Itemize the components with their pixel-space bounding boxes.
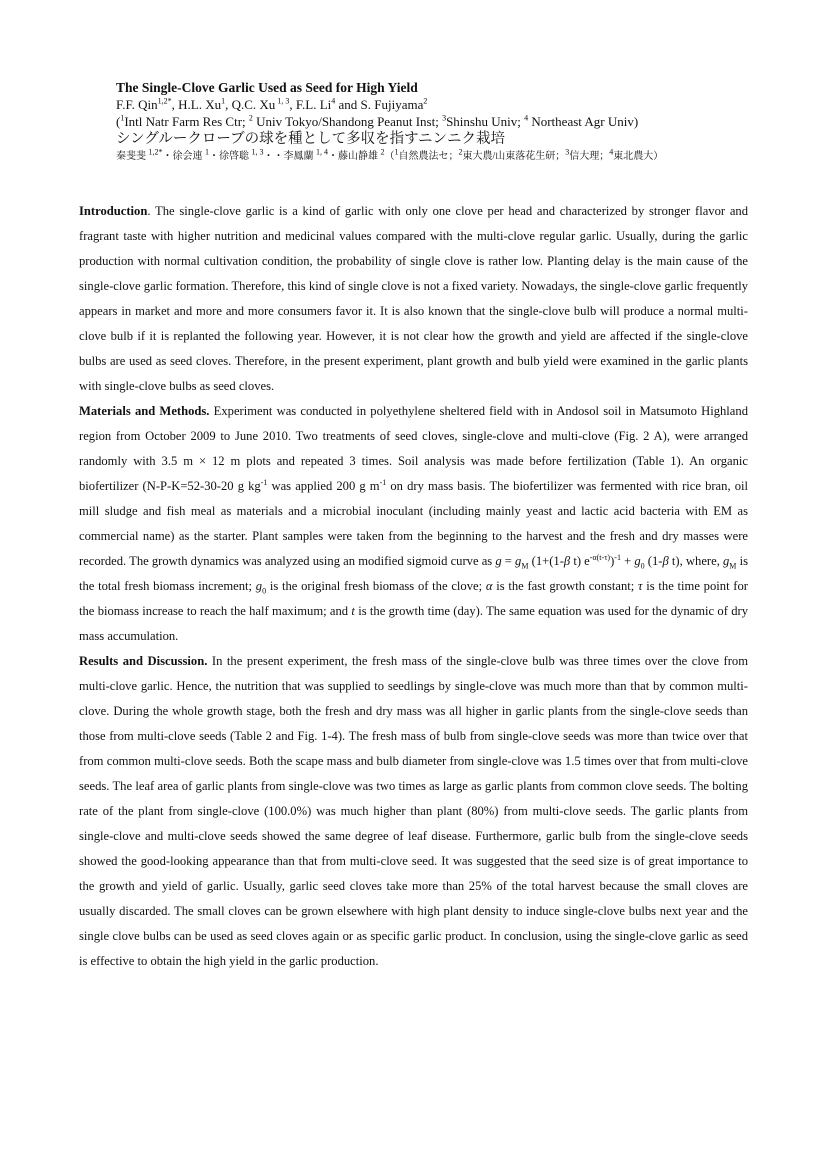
jp-affil-mark: 3 — [565, 147, 570, 157]
affil-text: Intl Natr Farm Res Ctr; — [124, 114, 249, 129]
equation-symbol: g — [495, 554, 502, 568]
affiliation-line — [116, 113, 756, 130]
methods-text: is the fast growth constant; — [492, 579, 639, 593]
author-affil-mark: 1, 3 — [275, 96, 290, 106]
equation-text: + — [620, 554, 635, 568]
variable-subscript: M — [729, 561, 737, 571]
jp-affil-mark: 1,2* — [148, 147, 163, 157]
author-name: and S. Fujiyama — [335, 97, 424, 112]
methods-heading: Materials and Methods. — [79, 404, 210, 418]
results-heading: Results and Discussion. — [79, 654, 208, 668]
methods-text: on dry mass basis. The biofertilizer was fermented with rice bran, oil mill sludge and fish meal as materials and a microbial inoculant (including mainly yeast and lactic acid bacteria with EM as commercial name) as the starter. Plant samples were taken from the beginning to the harvest and the fresh and dry masses were recorded. The growth dynamics was analyzed using an modified sigmoid curve as — [79, 479, 748, 568]
variable-symbol: g — [723, 554, 730, 568]
introduction-text: . The single-clove garlic is a kind of garlic with only one clove per head and characterized by stronger flavor and fragrant taste with higher nutrition and medicinal values compared with the multi-clove regular garlic. Usually, during the garlic production with normal cultivation condition, the probability of single clove is rather low. Planting delay is the main cause of the single-clove garlic formation. Therefore, this kind of single clove is not a fixed variety. Nowadays, the single-clove garlic frequently appears in market and more and more consumers favor it. It is also known that the single-clove bulb will produce a normal multi-clove bulb if it is replanted the following year. However, it is not clear how the growth and yield are affected if the single-clove bulbs are used as seed cloves. Therefore, in the present experiment, plant growth and bulb yield were examined in the garlic plants with single-clove bulbs as seed cloves. — [79, 204, 748, 393]
jp-affil-mark: 1 — [205, 147, 209, 157]
variable-symbol: α — [485, 579, 493, 593]
equation-text: ) — [610, 554, 615, 568]
author-name: , H.L. Xu — [171, 97, 222, 112]
equation-symbol: g — [634, 554, 641, 568]
jp-author-name: ・徐啓聡 — [209, 151, 252, 162]
equation-subscript: 0 — [640, 561, 645, 571]
jp-affil-text: 自然農法セ； — [398, 151, 459, 162]
equation-exponent: -α(t-τ) — [589, 552, 611, 562]
introduction-paragraph — [79, 199, 748, 399]
jp-author-name: 秦斐斐 — [116, 151, 149, 162]
author-affil-mark: 2 — [423, 96, 428, 106]
jp-affil-paren: （ — [384, 151, 395, 162]
affil-mark: 1 — [120, 113, 125, 123]
methods-text: is the growth time (day). The same equation was used for the dynamic of dry mass accumulation. — [79, 604, 748, 643]
methods-text: is the total fresh biomass increment; — [79, 554, 748, 593]
jp-affil-text: 信大理； — [569, 151, 610, 162]
equation-text: = — [501, 554, 516, 568]
equation-text: (1- — [644, 554, 663, 568]
affil-mark: 4 — [524, 113, 529, 123]
affil-text: Shinshu Univ; — [446, 114, 525, 129]
japanese-title: シングルークローブの球を種として多収を指すニンニク栽培 — [116, 131, 505, 147]
equation-subscript: M — [521, 561, 529, 571]
jp-author-name: ・・李鳳蘭 — [263, 151, 316, 162]
paper-title: The Single-Clove Garlic Used as Seed for High Yield — [116, 80, 418, 95]
affil-mark: 3 — [442, 113, 447, 123]
methods-text: was applied 200 g m — [267, 479, 380, 493]
variable-subscript: 0 — [262, 586, 267, 596]
equation-symbol: g — [515, 554, 522, 568]
equation-exponent: -1 — [614, 552, 621, 562]
jp-author-name: ・徐会連 — [162, 151, 205, 162]
author-affil-mark: 1,2* — [157, 96, 172, 106]
jp-affil-text: 東北農大） — [613, 151, 664, 162]
affil-text: Univ Tokyo/Shandong Peanut Inst; — [252, 114, 443, 129]
author-affil-mark: 1 — [221, 96, 226, 106]
paper-body — [79, 199, 748, 974]
equation-symbol: β — [563, 554, 571, 568]
variable-symbol: τ — [638, 579, 643, 593]
affil-paren: ( — [116, 114, 121, 129]
equation-text: t), where, — [668, 554, 723, 568]
jp-affil-mark: 2 — [380, 147, 385, 157]
methods-text: is the time point for the biomass increase to reach the half maximum; and — [79, 579, 748, 618]
jp-affil-mark: 2 — [458, 147, 463, 157]
equation-text: t) e — [570, 554, 590, 568]
methods-text: Experiment was conducted in polyethylene sheltered field with in Andosol soil in Matsumoto Highland region from October 2009 to June 2010. Two treatments of seed cloves, single-clove and multi-clove (Fig. 2 A), were arranged randomly with 3.5 m × 12 m plots and repeated 3 times. Soil analysis was made before fertilization (Table 1). An organic biofertilizer (N-P-K=52-30-20 g kg — [79, 404, 748, 493]
unit-exponent: -1 — [260, 477, 268, 487]
variable-symbol: t — [351, 604, 355, 618]
equation-symbol: β — [662, 554, 669, 568]
introduction-heading: Introduction — [79, 204, 148, 218]
unit-exponent: -1 — [379, 477, 387, 487]
author-name: F.F. Qin — [116, 97, 158, 112]
variable-symbol: g — [255, 579, 263, 593]
methods-text: is the original fresh biomass of the clove; — [266, 579, 486, 593]
equation-text: (1+(1- — [528, 554, 564, 568]
japanese-author-line — [116, 149, 756, 165]
jp-affil-mark: 1, 3 — [251, 147, 264, 157]
author-line — [116, 96, 756, 113]
jp-affil-text: 東大農/山東落花生研； — [462, 151, 566, 162]
results-text: In the present experiment, the fresh mass of the single-clove bulb was three times over the clove from multi-clove garlic. Hence, the nutrition that was supplied to seedlings by single-clove was much more than that by common multi-clove. During the whole growth stage, both the fresh and dry mass was all higher in garlic plants from the single-clove seeds than those from multi-clove seeds (Table 2 and Fig. 1-4). The fresh mass of bulb from single-clove seeds was more than twice over that from common multi-clove seeds. Both the scape mass and bulb diameter from single-clove was 1.5 times over that from multi-clove seeds. The leaf area of garlic plants from single-clove was two times as large as garlic plants from common clove seeds. The bolting rate of the plant from single-clove (100.0%) was much higher than plant (80%) from multi-clove seeds. The garlic plants from single-clove and multi-clove seeds showed the same degree of leaf disease. Furthermore, garlic bulb from the single-clove seeds showed the good-looking appearance than that from multi-clove seed. It was suggested that the seed size is of great importance to the growth and yield of garlic. Usually, garlic seed cloves take more than 25% of the total harvest because the small cloves are usually discarded. The small cloves can be grown elsewhere with high plant density to induce single-clove bulbs next year and the single clove bulbs can be used as seed cloves again or as specific garlic product. In conclusion, using the single-clove garlic as seed is effective to obtain the high yield in the garlic production. — [79, 654, 749, 968]
paper-header — [116, 79, 756, 165]
results-paragraph — [79, 649, 748, 974]
jp-affil-mark: 1 — [394, 147, 399, 157]
author-affil-mark: 4 — [331, 96, 336, 106]
jp-affil-mark: 1, 4 — [316, 147, 328, 157]
affil-mark: 2 — [248, 113, 253, 123]
jp-author-name: ・藤山静雄 — [328, 151, 381, 162]
author-name: , Q.C. Xu — [225, 97, 276, 112]
methods-paragraph — [79, 399, 748, 649]
affil-text: Northeast Agr Univ) — [528, 114, 639, 129]
jp-affil-mark: 4 — [609, 147, 614, 157]
author-name: , F.L. Li — [289, 97, 332, 112]
